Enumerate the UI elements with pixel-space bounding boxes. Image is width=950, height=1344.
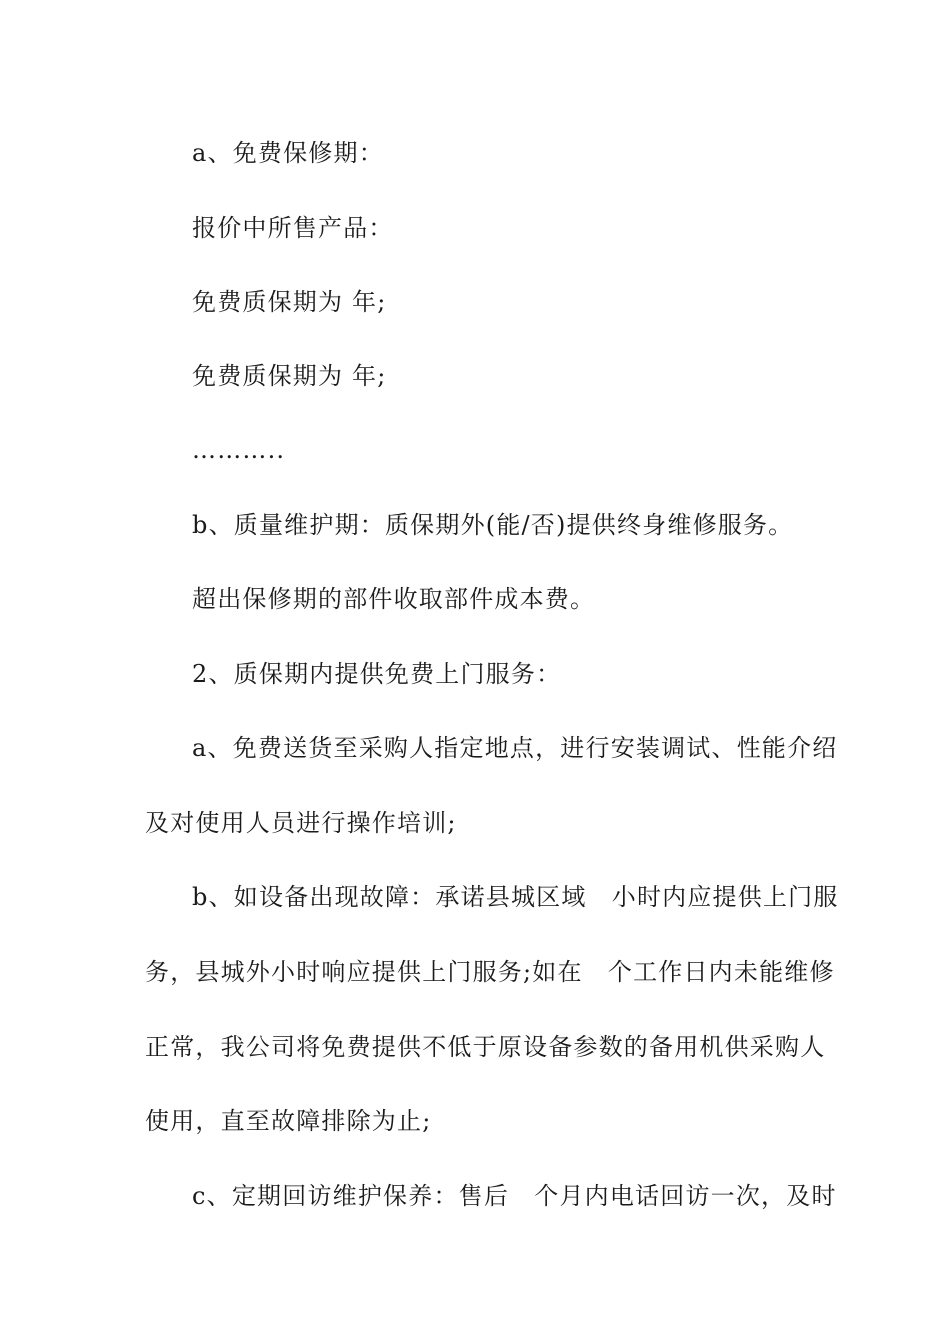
paragraph-line: 2、质保期内提供免费上门服务：: [192, 660, 562, 688]
paragraph-line: 免费质保期为 年;: [192, 362, 387, 390]
paragraph-line: a、免费送货至采购人指定地点，进行安装调试、性能介绍: [192, 734, 838, 762]
paragraph-line: 务，县城外小时响应提供上门服务;如在 个工作日内未能维修: [145, 958, 835, 986]
paragraph-line: c、定期回访维护保养：售后 个月内电话回访一次，及时: [192, 1182, 837, 1210]
paragraph-line: 超出保修期的部件收取部件成本费。: [192, 585, 596, 613]
paragraph-line: a、免费保修期：: [192, 139, 384, 167]
paragraph-line: 报价中所售产品：: [192, 214, 394, 242]
paragraph-line: 及对使用人员进行操作培训;: [145, 809, 457, 837]
paragraph-line: 正常，我公司将免费提供不低于原设备参数的备用机供采购人: [145, 1033, 826, 1061]
paragraph-line: b、如设备出现故障：承诺县城区域 小时内应提供上门服: [192, 883, 839, 911]
paragraph-line: ………..: [192, 436, 286, 464]
paragraph-line: 免费质保期为 年;: [192, 288, 387, 316]
paragraph-line: b、质量维护期：质保期外(能/否)提供终身维修服务。: [192, 511, 794, 539]
paragraph-line: 使用，直至故障排除为止;: [145, 1107, 432, 1135]
